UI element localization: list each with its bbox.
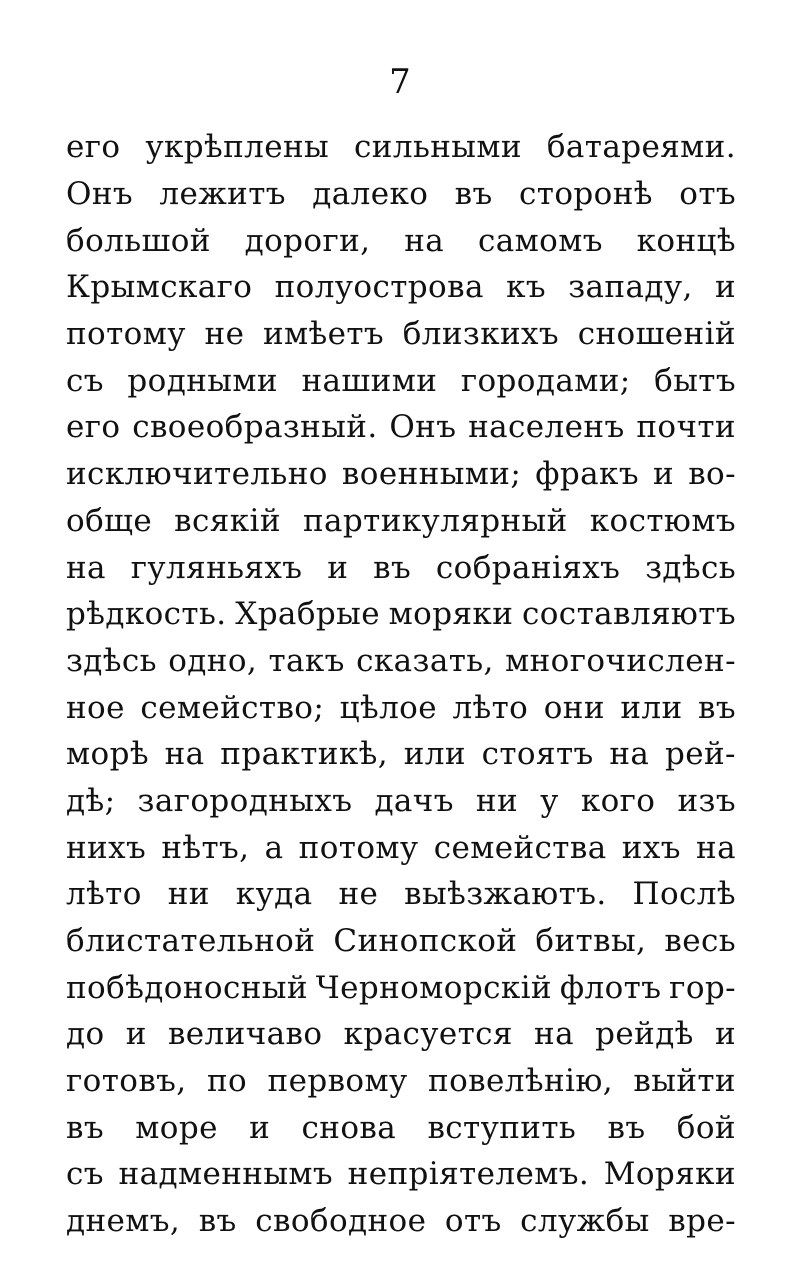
word: Крымскаго <box>66 269 253 306</box>
word: родными <box>127 362 278 399</box>
word: близкихъ <box>402 316 560 353</box>
page-number: 7 <box>389 62 411 102</box>
text-line <box>66 1058 736 1105</box>
text-line <box>66 684 736 731</box>
text-line <box>66 357 736 404</box>
word: концѣ <box>636 222 736 259</box>
text-line <box>66 264 736 311</box>
text-line <box>66 171 736 218</box>
word: снова <box>301 1109 397 1146</box>
word: здѣсь <box>66 642 157 679</box>
text-line <box>66 1198 736 1245</box>
word: блистательной <box>66 923 316 960</box>
word: вре- <box>668 1203 736 1240</box>
word: лѣто <box>452 689 529 726</box>
word: и <box>327 549 349 586</box>
word: далеко <box>312 176 429 213</box>
word: почти <box>636 409 736 446</box>
word: не <box>338 876 379 913</box>
word: ихъ <box>621 829 681 866</box>
text-line <box>66 124 736 171</box>
word: куда <box>235 876 313 913</box>
word: военными; <box>341 456 522 493</box>
word: сказать, <box>356 642 494 679</box>
word: въ <box>697 689 736 726</box>
word: укрѣплены <box>145 129 330 166</box>
word: потому <box>298 829 419 866</box>
word: красуется <box>343 1016 513 1053</box>
text-line <box>66 1151 736 1198</box>
text-line <box>66 638 736 685</box>
word: и <box>249 1109 271 1146</box>
word: своеобразный. <box>132 409 378 446</box>
word: они <box>543 689 605 726</box>
word: первому <box>267 1063 408 1100</box>
word: составляютъ <box>521 596 736 633</box>
word: бой <box>676 1109 736 1146</box>
word: Онъ <box>389 409 457 446</box>
word: потому <box>66 316 186 353</box>
text-line <box>66 824 736 871</box>
word: Синопской <box>333 923 518 960</box>
word: рѣдкость. <box>66 596 227 633</box>
word: стоятъ <box>481 736 594 773</box>
word: гор- <box>669 969 736 1006</box>
word: гуляньяхъ <box>130 549 303 586</box>
text-line <box>66 544 736 591</box>
word: въ <box>607 1109 646 1146</box>
word: и <box>653 456 675 493</box>
text-line <box>66 591 736 638</box>
word: повелѣнію, <box>428 1063 613 1100</box>
word: вступить <box>427 1109 577 1146</box>
text-line <box>66 1104 736 1151</box>
word: ни <box>475 782 519 819</box>
word: по <box>206 1063 248 1100</box>
word: а <box>264 829 284 866</box>
word: цѣлое <box>339 689 437 726</box>
word: свободное <box>255 1203 427 1240</box>
word: рейдѣ <box>595 1016 694 1053</box>
word: дѣ; <box>66 782 116 819</box>
word: Послѣ <box>632 876 736 913</box>
text-line <box>66 451 736 498</box>
word: флотъ <box>559 969 662 1006</box>
word: Черноморскій <box>315 969 552 1006</box>
word: и <box>714 1016 736 1053</box>
word: не <box>204 316 245 353</box>
word: на <box>609 736 650 773</box>
word: собраніяхъ <box>435 549 621 586</box>
word: семейства <box>433 829 607 866</box>
word: надменнымъ <box>118 1156 334 1193</box>
word: выѣзжаютъ. <box>404 876 607 913</box>
text-line <box>66 731 736 778</box>
word: къ <box>506 269 546 306</box>
word: въ <box>454 176 493 213</box>
word: въ <box>373 549 412 586</box>
word: такъ <box>268 642 345 679</box>
word: его <box>66 409 121 446</box>
word: днемъ, <box>66 1203 181 1240</box>
word: на <box>164 736 205 773</box>
word: обще <box>66 502 153 539</box>
word: партикулярный <box>302 502 568 539</box>
word: семейство; <box>140 689 325 726</box>
word: костюмъ <box>589 502 736 539</box>
word: населенъ <box>468 409 625 446</box>
word: батареями. <box>546 129 736 166</box>
word: многочислен- <box>505 642 736 679</box>
word: кого <box>580 782 656 819</box>
text-line <box>66 1011 736 1058</box>
word: или <box>403 736 466 773</box>
word: здѣсь <box>645 549 736 586</box>
text-line <box>66 311 736 358</box>
word: нашими <box>301 362 438 399</box>
word: или <box>620 689 683 726</box>
word: самомъ <box>477 222 603 259</box>
word: море <box>135 1109 218 1146</box>
text-line <box>66 918 736 965</box>
text-line <box>66 778 736 825</box>
word: фракъ <box>535 456 639 493</box>
word: нихъ <box>66 829 147 866</box>
word: Моряки <box>603 1156 736 1193</box>
word: рей- <box>664 736 736 773</box>
word: его <box>66 129 121 166</box>
word: сношеній <box>577 316 736 353</box>
word: и <box>125 1016 147 1053</box>
word: большой <box>66 222 211 259</box>
word: въ <box>198 1203 237 1240</box>
word: имѣетъ <box>262 316 385 353</box>
word: въ <box>66 1109 104 1146</box>
word: исключительно <box>66 456 328 493</box>
word: практикѣ, <box>220 736 388 773</box>
word: побѣдоносный <box>66 969 308 1006</box>
word: всякій <box>174 502 281 539</box>
word: полуострова <box>274 269 484 306</box>
word: моряки <box>388 596 514 633</box>
word: на <box>404 222 445 259</box>
word: дороги, <box>244 222 371 259</box>
word: сторонѣ <box>519 176 653 213</box>
word: весь <box>664 923 736 960</box>
word: лѣто <box>66 876 142 913</box>
text-line <box>66 964 736 1011</box>
word: ни <box>167 876 210 913</box>
word: готовъ, <box>66 1063 187 1100</box>
word: на <box>534 1016 574 1053</box>
word: у <box>540 782 559 819</box>
word: отъ <box>444 1203 502 1240</box>
word: городами; <box>460 362 631 399</box>
word: загородныхъ <box>137 782 353 819</box>
word: Храбрые <box>235 596 380 633</box>
word: нѣтъ, <box>161 829 250 866</box>
word: до <box>66 1016 105 1053</box>
word: битвы, <box>535 923 647 960</box>
word: съ <box>66 362 104 399</box>
word: бытъ <box>654 362 736 399</box>
word: во- <box>688 456 736 493</box>
word: западу, <box>568 269 693 306</box>
word: Онъ <box>66 176 133 213</box>
body-text <box>66 124 736 1245</box>
word: на <box>696 829 736 866</box>
word: отъ <box>679 176 736 213</box>
text-line <box>66 498 736 545</box>
word: съ <box>66 1156 104 1193</box>
word: величаво <box>167 1016 323 1053</box>
text-line <box>66 871 736 918</box>
word: непріятелемъ. <box>347 1156 590 1193</box>
text-line <box>66 404 736 451</box>
word: лежитъ <box>159 176 286 213</box>
word: выйти <box>633 1063 736 1100</box>
word: и <box>714 269 736 306</box>
text-line <box>66 217 736 264</box>
word: сильными <box>354 129 522 166</box>
word: ное <box>66 689 125 726</box>
word: морѣ <box>66 736 149 773</box>
word: изъ <box>677 782 736 819</box>
word: одно, <box>168 642 258 679</box>
word: службы <box>520 1203 650 1240</box>
word: дачъ <box>374 782 454 819</box>
word: на <box>66 549 106 586</box>
